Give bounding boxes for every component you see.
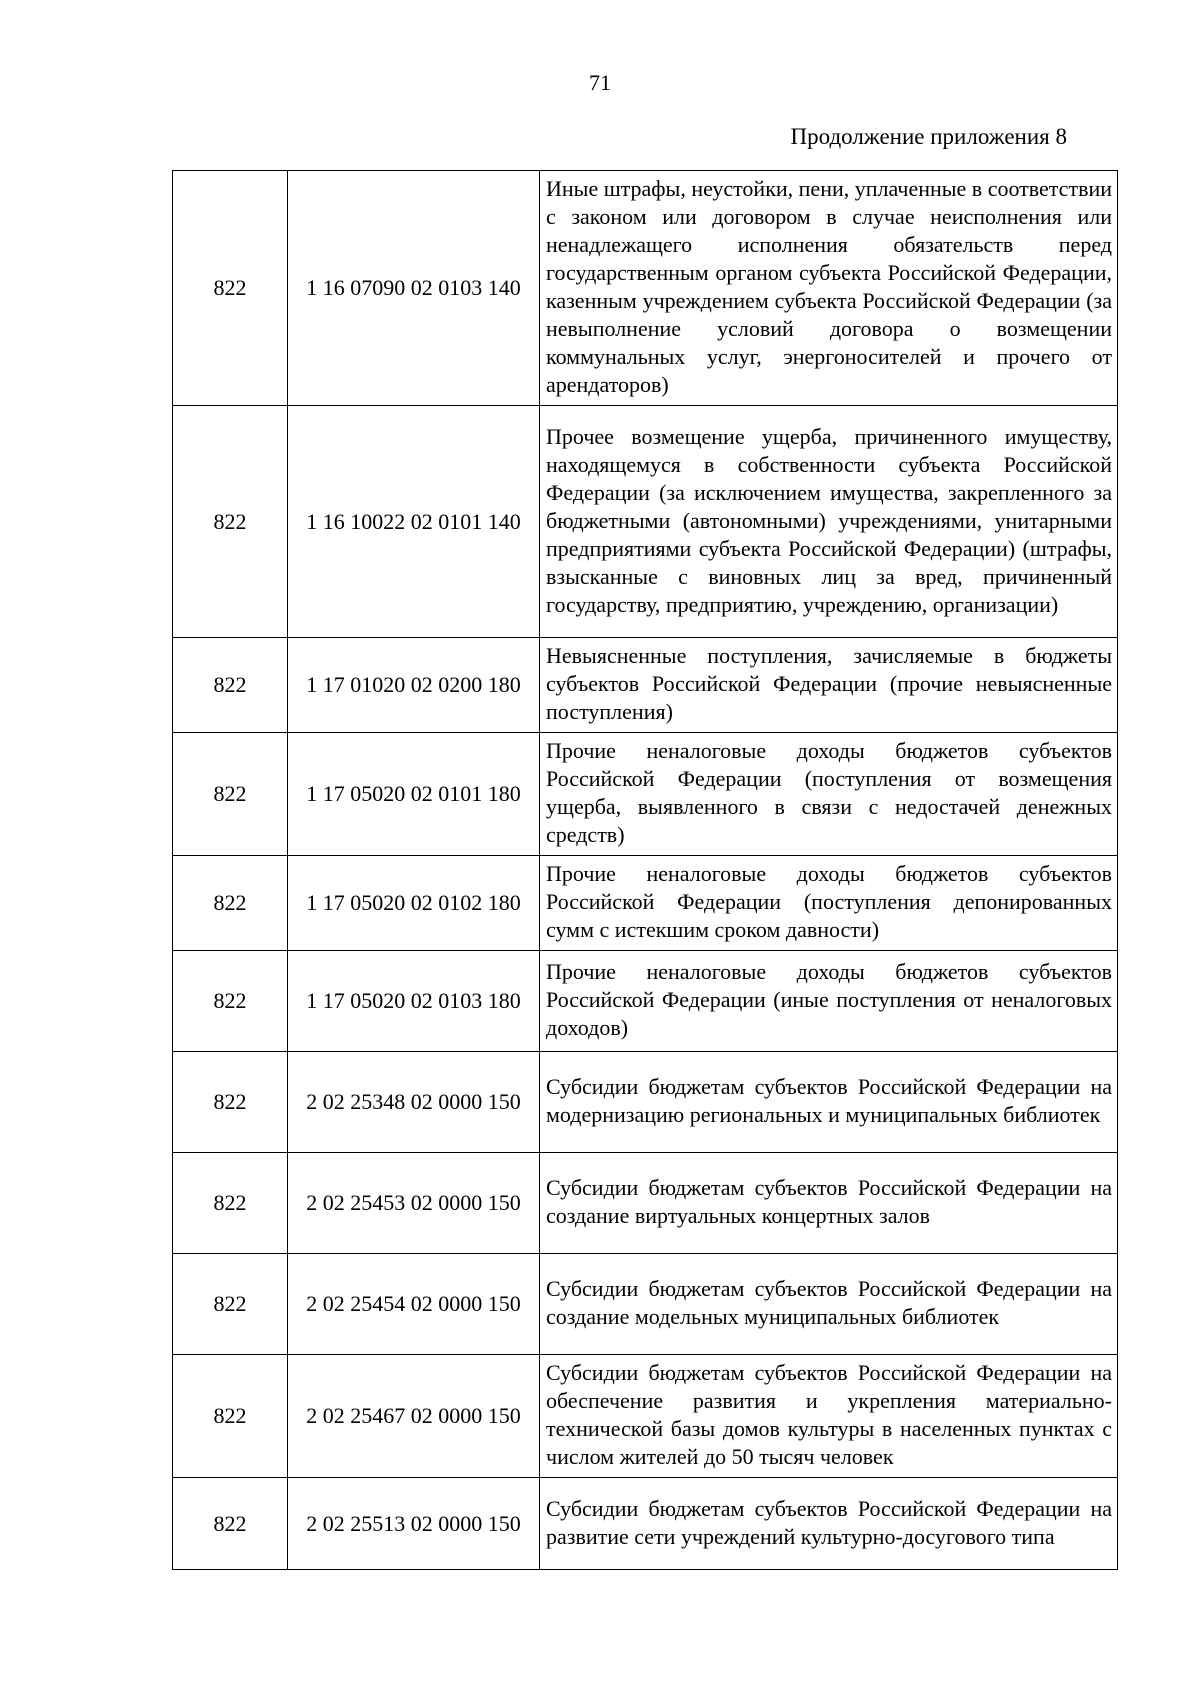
page-number: 71 xyxy=(589,70,611,95)
table-row xyxy=(173,1478,1118,1570)
table-row xyxy=(173,1052,1118,1153)
budget-code-cell: 1 16 07090 02 0103 140 xyxy=(288,171,540,406)
income-name-cell: Прочие неналоговые доходы бюджетов субъектов Российской Федерации (поступления от возмещения ущерба, выявленного в связи с недостачей денежных средств) xyxy=(540,733,1118,856)
admin-code-cell: 822 xyxy=(173,1153,288,1254)
income-name-cell: Субсидии бюджетам субъектов Российской Федерации на создание виртуальных концертных залов xyxy=(540,1153,1118,1254)
budget-code-cell: 1 17 05020 02 0103 180 xyxy=(288,951,540,1052)
admin-code-cell: 822 xyxy=(173,406,288,638)
budget-code-cell: 2 02 25453 02 0000 150 xyxy=(288,1153,540,1254)
appendix-continuation-note: Продолжение приложения 8 xyxy=(790,124,1067,149)
income-name-cell: Субсидии бюджетам субъектов Российской Федерации на создание модельных муниципальных библиотек xyxy=(540,1254,1118,1355)
budget-code-cell: 2 02 25348 02 0000 150 xyxy=(288,1052,540,1153)
budget-codes-table xyxy=(172,170,1118,1570)
admin-code-cell: 822 xyxy=(173,856,288,951)
admin-code-cell: 822 xyxy=(173,1254,288,1355)
table-row xyxy=(173,406,1118,638)
budget-code-cell: 2 02 25454 02 0000 150 xyxy=(288,1254,540,1355)
admin-code-cell: 822 xyxy=(173,1052,288,1153)
table-row xyxy=(173,951,1118,1052)
budget-code-cell: 2 02 25513 02 0000 150 xyxy=(288,1478,540,1570)
admin-code-cell: 822 xyxy=(173,171,288,406)
budget-code-cell: 2 02 25467 02 0000 150 xyxy=(288,1355,540,1478)
table-row xyxy=(173,733,1118,856)
income-name-cell: Субсидии бюджетам субъектов Российской Федерации на обеспечение развития и укрепления материально-технической базы домов культуры в населенных пунктах с числом жителей до 50 тысяч человек xyxy=(540,1355,1118,1478)
table-row xyxy=(173,171,1118,406)
budget-code-cell: 1 17 05020 02 0102 180 xyxy=(288,856,540,951)
admin-code-cell: 822 xyxy=(173,1478,288,1570)
table-row xyxy=(173,1254,1118,1355)
admin-code-cell: 822 xyxy=(173,638,288,733)
table-row xyxy=(173,856,1118,951)
income-name-cell: Невыясненные поступления, зачисляемые в бюджеты субъектов Российской Федерации (прочие невыясненные поступления) xyxy=(540,638,1118,733)
income-name-cell: Иные штрафы, неустойки, пени, уплаченные в соответствии с законом или договором в случае неисполнения или ненадлежащего исполнения обязательств перед государственным органом субъекта Российской Федерации, казенным учреждением субъекта Российской Федерации (за невыполнение условий договора о возмещении коммунальных услуг, энергоносителей и прочего от арендаторов) xyxy=(540,171,1118,406)
income-name-cell: Прочее возмещение ущерба, причиненного имуществу, находящемуся в собственности субъекта Российской Федерации (за исключением имущества, закрепленного за бюджетными (автономными) учреждениями, унитарными предприятиями субъекта Российской Федерации) (штрафы, взысканные с виновных лиц за вред, причиненный государству, предприятию, учреждению, организации) xyxy=(540,406,1118,638)
income-name-cell: Субсидии бюджетам субъектов Российской Федерации на развитие сети учреждений культурно-досугового типа xyxy=(540,1478,1118,1570)
budget-code-cell: 1 17 01020 02 0200 180 xyxy=(288,638,540,733)
admin-code-cell: 822 xyxy=(173,733,288,856)
budget-code-cell: 1 17 05020 02 0101 180 xyxy=(288,733,540,856)
admin-code-cell: 822 xyxy=(173,1355,288,1478)
admin-code-cell: 822 xyxy=(173,951,288,1052)
table-row xyxy=(173,1355,1118,1478)
income-name-cell: Прочие неналоговые доходы бюджетов субъектов Российской Федерации (поступления депонированных сумм с истекшим сроком давности) xyxy=(540,856,1118,951)
table-row xyxy=(173,1153,1118,1254)
budget-code-cell: 1 16 10022 02 0101 140 xyxy=(288,406,540,638)
income-name-cell: Субсидии бюджетам субъектов Российской Федерации на модернизацию региональных и муниципальных библиотек xyxy=(540,1052,1118,1153)
income-name-cell: Прочие неналоговые доходы бюджетов субъектов Российской Федерации (иные поступления от неналоговых доходов) xyxy=(540,951,1118,1052)
table-row xyxy=(173,638,1118,733)
